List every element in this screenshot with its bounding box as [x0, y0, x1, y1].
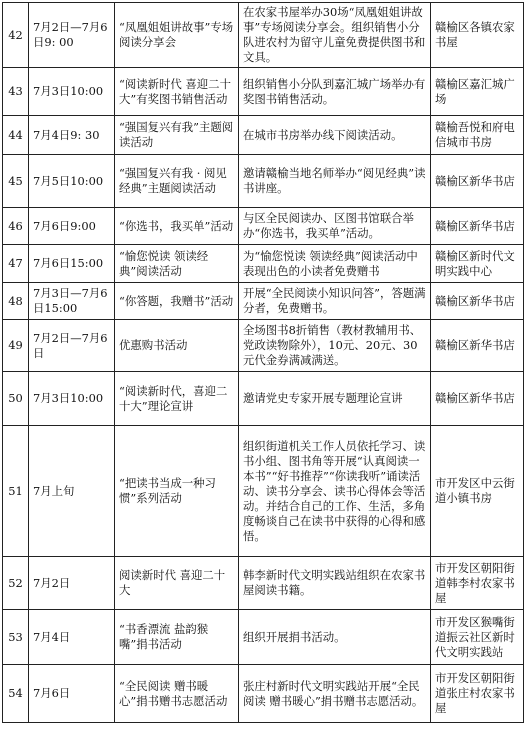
activity-name-cell: “强国复兴有我”主题阅读活动 [115, 116, 239, 155]
activity-name-cell: 优惠购书活动 [115, 320, 239, 372]
row-number: 44 [3, 116, 29, 155]
row-number: 47 [3, 245, 29, 283]
table-row [3, 3, 524, 68]
row-number: 54 [3, 665, 29, 723]
activity-name-cell: “书香漂流 盐韵猴嘴”捐书活动 [115, 610, 239, 665]
activity-content-cell: 邀请党史专家开展专题理论宣讲 [239, 372, 431, 426]
date-cell: 7月6日 [29, 665, 115, 723]
row-number: 45 [3, 155, 29, 208]
venue-cell: 市开发区猴嘴街道振云社区新时代文明实践站 [431, 610, 524, 665]
date-cell: 7月2日 [29, 557, 115, 610]
activity-name-cell: “阅读新时代，喜迎二十大”理论宣讲 [115, 372, 239, 426]
date-cell: 7月4日9: 30 [29, 116, 115, 155]
activity-name-cell: “愉您悦读 领读经典”阅读活动 [115, 245, 239, 283]
activity-name-cell: “强国复兴有我 · 阅见经典”主题阅读活动 [115, 155, 239, 208]
activity-name-cell: 阅读新时代 喜迎二十大 [115, 557, 239, 610]
table-row [3, 116, 524, 155]
date-cell: 7月3日10:00 [29, 68, 115, 116]
activity-content-cell: 组织街道机关工作人员依托学习、读书小组、图书角等开展“认真阅读一本书”“好书推荐”“你读我听”诵读活动、读书分享会、读书心得体会等活动。并结合自己的工作、生活，多角度畅谈自己在读书中获得的心得和感悟。 [239, 426, 431, 557]
row-number: 43 [3, 68, 29, 116]
venue-cell: 赣榆吾悦和府电信城市书房 [431, 116, 524, 155]
activity-content-cell: 张庄村新时代文明实践站开展“全民阅读 赠书暖心”捐书赠书志愿活动。 [239, 665, 431, 723]
activity-content-cell: 组织开展捐书活动。 [239, 610, 431, 665]
date-cell: 7月5日10:00 [29, 155, 115, 208]
table-row [3, 283, 524, 320]
activity-content-cell: 在农家书屋举办30场“凤凰姐姐讲故事”专场阅读分享会。组织销售小分队进农村为留守儿童免费提供图书和文具。 [239, 3, 431, 68]
activity-name-cell: “你选书，我买单”活动 [115, 208, 239, 245]
activity-name-cell: “你答题，我赠书”活动 [115, 283, 239, 320]
venue-cell: 赣榆区新华书店 [431, 320, 524, 372]
activity-name-cell: “把读书当成一种习惯”系列活动 [115, 426, 239, 557]
row-number: 46 [3, 208, 29, 245]
venue-cell: 赣榆区各镇农家书屋 [431, 3, 524, 68]
venue-cell: 赣榆区新华书店 [431, 283, 524, 320]
date-cell: 7月上旬 [29, 426, 115, 557]
activity-content-cell: 为“愉您悦读 领读经典”阅读活动中表现出色的小读者免费赠书 [239, 245, 431, 283]
venue-cell: 赣榆区新华书店 [431, 208, 524, 245]
activity-content-cell: 全场图书8折销售（教材教辅用书、党政读物除外），10元、20元、30元代金券满减满送。 [239, 320, 431, 372]
activity-name-cell: “全民阅读 赠书暖心”捐书赠书志愿活动 [115, 665, 239, 723]
table-row [3, 320, 524, 372]
row-number: 52 [3, 557, 29, 610]
table-row [3, 208, 524, 245]
date-cell: 7月6日15:00 [29, 245, 115, 283]
row-number: 50 [3, 372, 29, 426]
venue-cell: 赣榆区新时代文明实践中心 [431, 245, 524, 283]
venue-cell: 赣榆区新华书店 [431, 155, 524, 208]
activity-content-cell: 与区全民阅读办、区图书馆联合举办“你选书，我买单”活动。 [239, 208, 431, 245]
activity-name-cell: “凤凰姐姐讲故事”专场阅读分享会 [115, 3, 239, 68]
venue-cell: 市开发区朝阳街道张庄村农家书屋 [431, 665, 524, 723]
row-number: 42 [3, 3, 29, 68]
table-row [3, 245, 524, 283]
activity-content-cell: 组织销售小分队到嘉汇城广场举办有奖图书销售活动。 [239, 68, 431, 116]
table-row [3, 426, 524, 557]
table-row [3, 155, 524, 208]
date-cell: 7月2日—7月6日 [29, 320, 115, 372]
date-cell: 7月6日9:00 [29, 208, 115, 245]
row-number: 53 [3, 610, 29, 665]
table-row [3, 610, 524, 665]
table-row [3, 68, 524, 116]
venue-cell: 市开发区朝阳街道韩李村农家书屋 [431, 557, 524, 610]
venue-cell: 赣榆区新华书店 [431, 372, 524, 426]
venue-cell: 赣榆区嘉汇城广场 [431, 68, 524, 116]
row-number: 48 [3, 283, 29, 320]
date-cell: 7月3日10:00 [29, 372, 115, 426]
table-row [3, 372, 524, 426]
venue-cell: 市开发区中云街道小镇书房 [431, 426, 524, 557]
activity-content-cell: 邀请赣榆当地名师举办“阅见经典”读书讲座。 [239, 155, 431, 208]
date-cell: 7月4日 [29, 610, 115, 665]
activity-content-cell: 开展“全民阅读小知识问答”，答题满分者，免费赠书。 [239, 283, 431, 320]
row-number: 51 [3, 426, 29, 557]
date-cell: 7月3日—7月6日15:00 [29, 283, 115, 320]
row-number: 49 [3, 320, 29, 372]
date-cell: 7月2日—7月6日9: 00 [29, 3, 115, 68]
activity-name-cell: “阅读新时代 喜迎二十大”有奖图书销售活动 [115, 68, 239, 116]
table-row [3, 665, 524, 723]
activity-content-cell: 在城市书房举办线下阅读活动。 [239, 116, 431, 155]
activity-table [2, 2, 524, 723]
activity-content-cell: 韩李新时代文明实践站组织在农家书屋阅读书籍。 [239, 557, 431, 610]
table-row [3, 557, 524, 610]
